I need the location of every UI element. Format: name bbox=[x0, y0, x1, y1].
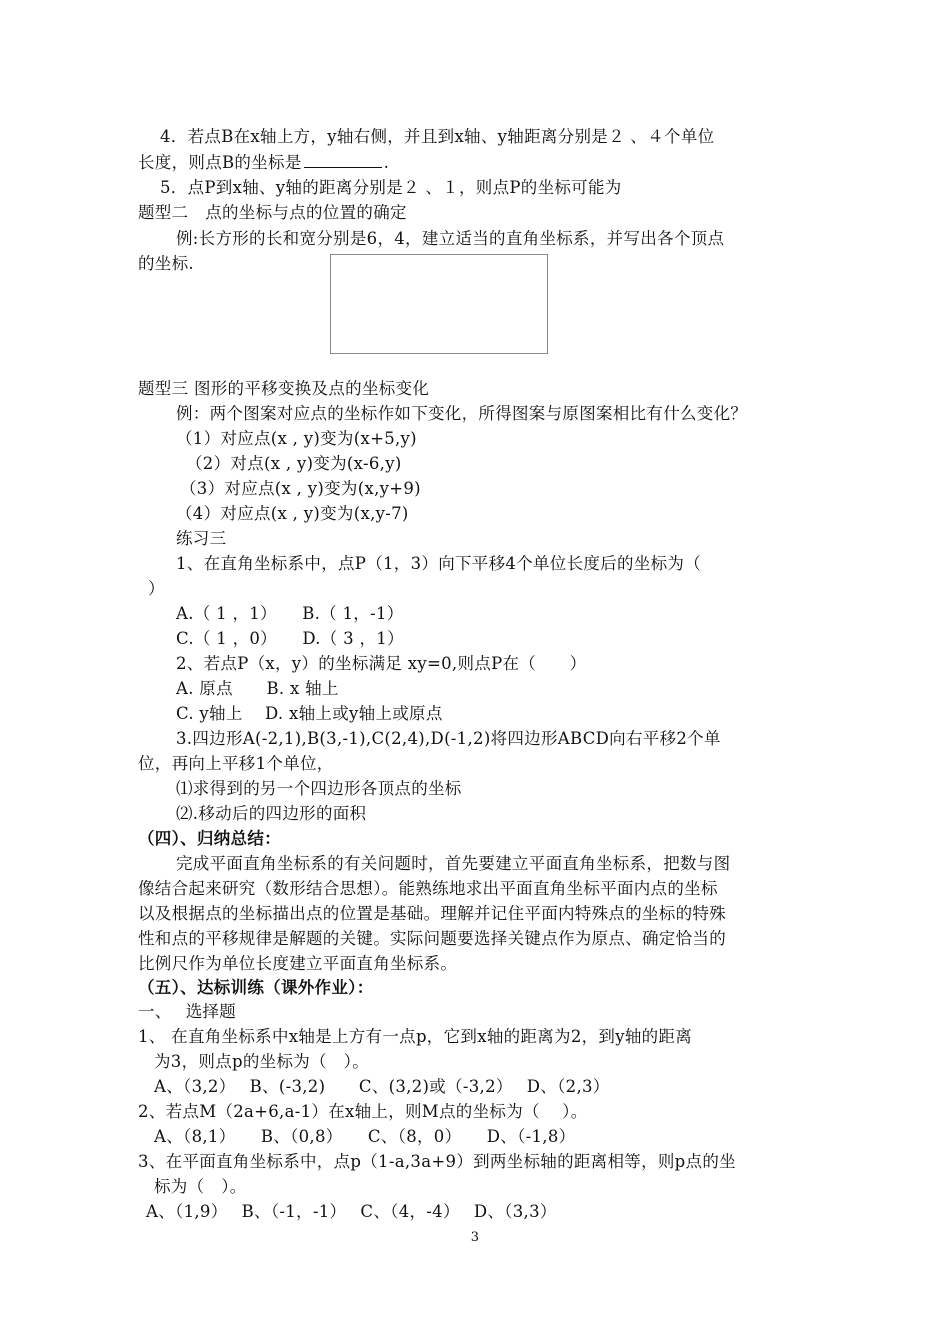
section-2-title: 题型二 点的坐标与点的位置的确定 bbox=[138, 203, 407, 222]
practice-3-q1-line2: ） bbox=[148, 579, 165, 598]
transform-item-4: （4）对应点(x , y)变为(x,y-7) bbox=[176, 504, 409, 523]
transform-item-2: （2）对点(x , y)变为(x-6,y) bbox=[186, 454, 402, 473]
training-heading: （五）、达标训练（课外作业）： bbox=[138, 978, 374, 997]
practice-3-q3-sub2: ⑵.移动后的四边形的面积 bbox=[176, 804, 367, 823]
summary-line: 比例尺作为单位长度建立平面直角坐标系。 bbox=[138, 954, 458, 973]
training-q3-options: A、（1,9） B、（-1，-1） C、（4，-4） D、（3,3） bbox=[146, 1202, 557, 1221]
section-3-example: 例：两个图案对应点的坐标作如下变化，所得图案与原图案相比有什么变化？ bbox=[176, 404, 748, 423]
training-subheading: 一、 选择题 bbox=[138, 1002, 237, 1021]
question-5: 5．点P到x轴、y轴的距离分别是２ 、１，则点P的坐标可能为 bbox=[160, 178, 622, 197]
practice-3-q2-options-row2: C. y轴上 D. x轴上或y轴上或原点 bbox=[176, 704, 443, 723]
question-4-line1: 4．若点B在x轴上方，y轴右侧，并且到x轴、y轴距离分别是２ 、４个单位 bbox=[160, 127, 715, 146]
practice-3-q3-line2: 位，再向上平移1个单位， bbox=[138, 754, 334, 773]
practice-3-q2-options-row1: A. 原点 B. x 轴上 bbox=[176, 679, 339, 698]
section-2-example-line2: 的坐标. bbox=[138, 254, 194, 273]
summary-line: 完成平面直角坐标系的有关问题时，首先要建立平面直角坐标系，把数与图 bbox=[176, 854, 731, 873]
training-q3-line2: 标为（ ）。 bbox=[154, 1177, 247, 1196]
training-q1-line1: 1、 在直角坐标系中x轴是上方有一点p，它到x轴的距离为2，到y轴的距离 bbox=[138, 1027, 693, 1046]
answer-blank bbox=[304, 153, 382, 168]
training-q1-options: A、（3,2） B、(-3,2) C、(3,2)或（-3,2） D、（2,3） bbox=[154, 1077, 610, 1096]
summary-heading: （四）、归纳总结： bbox=[138, 829, 281, 848]
section-2-example-line1: 例:长方形的长和宽分别是6，4，建立适当的直角坐标系，并写出各个顶点 bbox=[176, 229, 725, 248]
transform-item-3: （3）对应点(x , y)变为(x,y+9) bbox=[180, 479, 421, 498]
question-4-prefix: 长度，则点B的坐标是 bbox=[138, 153, 302, 172]
practice-3-title: 练习三 bbox=[176, 529, 227, 548]
training-q3-line1: 3、在平面直角坐标系中，点p（1-a,3a+9）到两坐标轴的距离相等，则p点的坐 bbox=[138, 1152, 736, 1171]
section-3-title: 题型三 图形的平移变换及点的坐标变化 bbox=[138, 379, 430, 398]
transform-item-1: （1）对应点(x , y)变为(x+5,y) bbox=[176, 429, 417, 448]
practice-3-q3-sub1: ⑴求得到的另一个四边形各顶点的坐标 bbox=[176, 779, 462, 798]
practice-3-q1-options-row2: C.（ 1 ，0） D.（ 3 ，1） bbox=[176, 629, 404, 648]
drawing-box bbox=[330, 254, 548, 354]
practice-3-q2: 2、若点P（x，y）的坐标满足 xy=0,则点P在（ ） bbox=[176, 654, 587, 673]
summary-line: 以及根据点的坐标描出点的位置是基础。理解并记住平面内特殊点的坐标的特殊 bbox=[138, 904, 726, 923]
training-q2: 2、若点M（2a+6,a-1）在x轴上，则M点的坐标为（ ）。 bbox=[138, 1102, 588, 1121]
summary-line: 性和点的平移规律是解题的关键。实际问题要选择关键点作为原点、确定恰当的 bbox=[138, 929, 726, 948]
question-4-line2 bbox=[138, 152, 389, 174]
training-q1-line2: 为3，则点p的坐标为（ ）。 bbox=[154, 1052, 370, 1071]
practice-3-q1-options-row1: A.（ 1 ，1） B.（ 1，-1） bbox=[176, 604, 404, 623]
practice-3-q1-line1: 1、在直角坐标系中，点P（1，3）向下平移4个单位长度后的坐标为（ bbox=[176, 554, 701, 573]
question-4-suffix: . bbox=[383, 153, 390, 172]
training-q2-options: A、（8,1） B、（0,8） C、（8，0） D、（-1,8） bbox=[154, 1127, 576, 1146]
summary-line: 像结合起来研究（数形结合思想）。能熟练地求出平面直角坐标平面内点的坐标 bbox=[138, 879, 718, 898]
page-number: 3 bbox=[470, 1230, 480, 1245]
practice-3-q3-line1: 3.四边形A(-2,1),B(3,-1),C(2,4),D(-1,2)将四边形ABCD向右平移2个单 bbox=[176, 729, 721, 748]
